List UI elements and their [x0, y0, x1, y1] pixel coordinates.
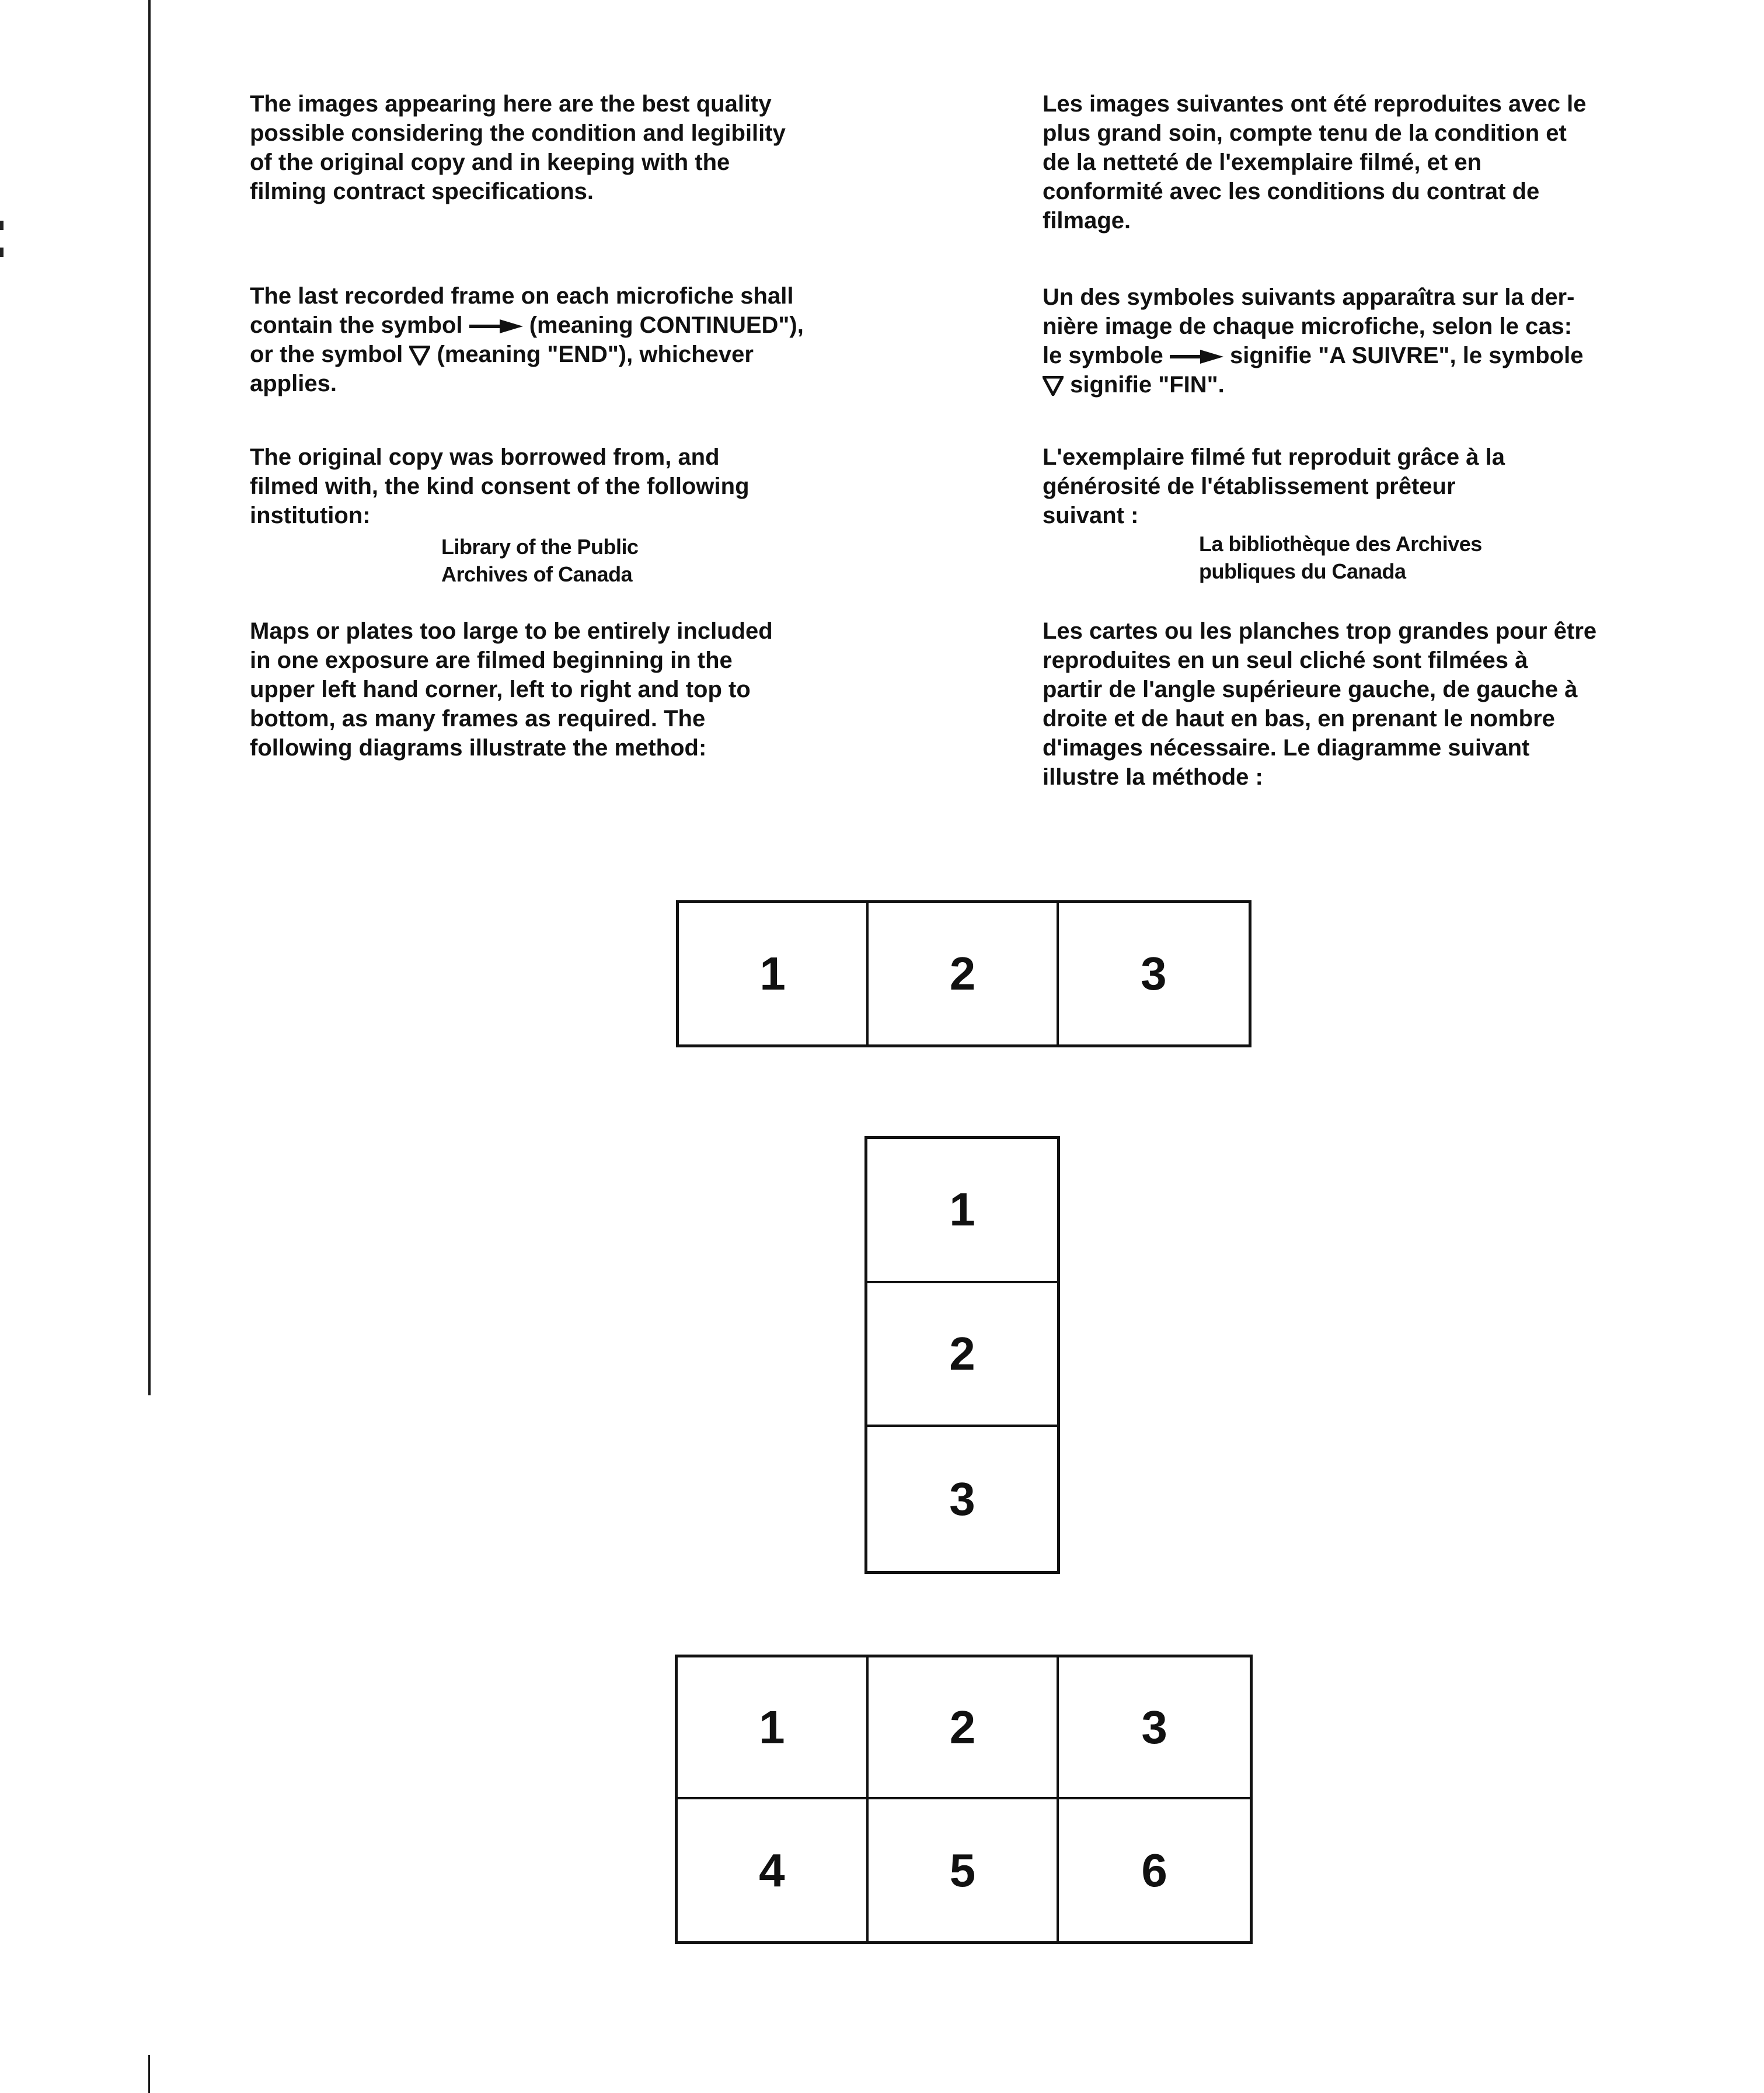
- symbols-paragraph-fr: [1043, 283, 1714, 399]
- triangle-down-icon: [1043, 376, 1064, 396]
- diagram-cell: 2: [869, 903, 1058, 1044]
- edge-mark: [0, 248, 4, 257]
- edge-mark: [0, 221, 4, 230]
- triangle-down-icon: [409, 346, 430, 365]
- diagram-cell: 1: [678, 1657, 869, 1799]
- diagram-cell: 4: [678, 1799, 869, 1941]
- diagram-row: [676, 900, 1251, 1047]
- diagram-cell: 1: [679, 903, 869, 1044]
- quality-paragraph-fr: Les images suivantes ont été reproduites avec le plus grand soin, compte tenu de la condition et de la netteté de l'exemplaire filmé, et en conformité avec les conditions du contrat de filmage.: [1043, 91, 1587, 234]
- diagram-cell: 6: [1141, 1844, 1167, 1896]
- institution-name-en: Library of the Public Archives of Canada: [441, 535, 639, 586]
- maps-paragraph-fr: Les cartes ou les planches trop grandes pour être reproduites en un seul cliché sont filmées à partir de l'angle supérieure gauche, de gauche à droite et de haut en bas, en prenant le nombre d'images nécessaire. Le diagramme suivant illustre la méthode :: [1043, 618, 1597, 790]
- symbols-text-fr-3: signifie "FIN".: [1064, 372, 1225, 398]
- institution-name-fr: La bibliothèque des Archives publiques du Canada: [1199, 532, 1482, 583]
- diagram-column: [864, 1136, 1060, 1574]
- diagram-cell: 5: [869, 1799, 1059, 1941]
- symbols-text-fr-2: signifie "A SUIVRE", le symbole: [1229, 343, 1584, 368]
- left-margin-line: [148, 0, 151, 1395]
- diagram-cell: 1: [867, 1139, 1057, 1283]
- diagram-cell: 2: [869, 1657, 1059, 1799]
- arrow-right-icon: [1170, 350, 1223, 364]
- original-copy-paragraph-fr: L'exemplaire filmé fut reproduit grâce à la générosité de l'établissement prêteur suivant :: [1043, 444, 1505, 528]
- symbols-text-en-3: (meaning "END"), whichever applies.: [250, 342, 754, 396]
- diagram-cell: 2: [867, 1283, 1057, 1427]
- maps-paragraph-en: Maps or plates too large to be entirely included in one exposure are filmed beginning in the upper left hand corner, left to right and top to bottom, as many frames as required. The following diagrams illustrate the method:: [250, 618, 773, 761]
- diagram-cell: 3: [1059, 1657, 1250, 1799]
- left-margin-line-bottom: [148, 2055, 150, 2093]
- quality-paragraph-en: The images appearing here are the best quality possible considering the condition and legibility of the original copy and in keeping with the filming contract specifications.: [250, 91, 786, 204]
- original-copy-paragraph-en: The original copy was borrowed from, and filmed with, the kind consent of the following institution:: [250, 444, 749, 528]
- arrow-right-icon: [469, 319, 523, 333]
- diagram-cell: 3: [1141, 948, 1167, 1000]
- diagram-cell: 3: [949, 1472, 975, 1525]
- symbols-text-fr-1: Un des symboles suivants apparaîtra sur la der- nière image de chaque microfiche, selon le cas: le symbole: [1043, 284, 1575, 368]
- symbols-text-en-2: (meaning CONTINUED"), or the symbol: [250, 312, 804, 367]
- symbols-text-en-1: The last recorded frame on each microfiche shall contain the symbol: [250, 283, 794, 338]
- symbols-paragraph-en: [250, 281, 1009, 398]
- diagram-grid: [675, 1655, 1253, 1944]
